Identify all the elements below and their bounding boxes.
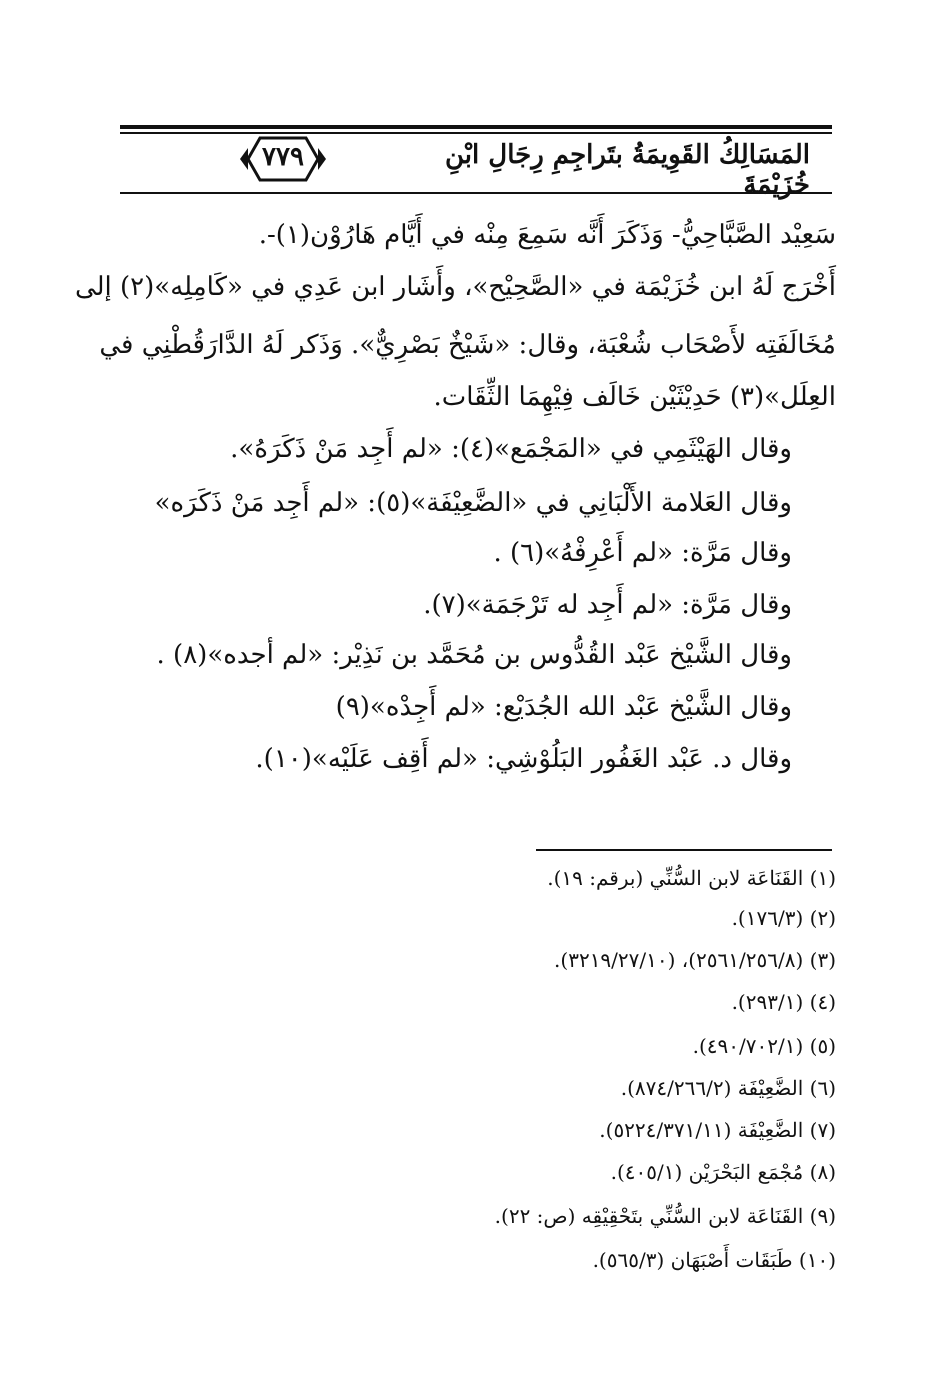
- header-rule-thick: [120, 125, 832, 129]
- body-line: وقال الشَّيْخ عَبْد الله الجُدَيْع: «لم أَجِدْه»(٩): [335, 692, 792, 722]
- body-line: وقال مَرَّة: «لم أَجِد له تَرْجَمَة»(٧).: [423, 590, 792, 620]
- body-line: وقال د. عَبْد الغَفُور البَلُوْشِي: «لم أَقِف عَلَيْه»(١٠).: [255, 744, 792, 774]
- footnote: (١٠) طَبَقَات أَصْبَهَان (٥٦٥/٣).: [592, 1248, 836, 1272]
- footnote: (١) القَنَاعَة لابن السُّنِّي (برقم: ١٩).: [547, 866, 836, 890]
- footnote: (٧) الضَّعِيْفَة (٥٢٢٤/٣٧١/١١).: [599, 1118, 836, 1142]
- footnote-separator: [536, 849, 832, 851]
- running-title: المَسَالِكُ القَوِيمَةُ بتَراجِمِ رِجَالِ ابْنِ خُزَيْمَةَ: [445, 140, 810, 200]
- footnote: (٦) الضَّعِيْفَة (٨٧٤/٢٦٦/٢).: [620, 1076, 836, 1100]
- header-rule-thin: [120, 132, 832, 134]
- body-line: وقال مَرَّة: «لم أَعْرِفْهُ»(٦) .: [493, 538, 792, 568]
- footnote: (٨) مُجْمَع البَحْرَيْن (٤٠٥/١).: [610, 1160, 836, 1184]
- footnote: (٥) (٤٩٠/٧٠٢/١).: [692, 1034, 836, 1058]
- body-line: العِلَل»(٣) حَدِيْثَيْن خَالَف فِيْهِمَا الثِّقَات.: [433, 382, 836, 412]
- body-line: وقال العَلامة الأَلْبَانِي في «الضَّعِيْفَة»(٥): «لم أَجِد مَنْ ذَكَرَه»: [154, 488, 792, 518]
- page-number: ٧٧٩: [262, 142, 304, 172]
- footnote: (٤) (٢٩٣/١).: [731, 990, 836, 1014]
- body-line: سَعِيْد الصَّبَّاحِيُّ- وَذَكَرَ أَنَّه سَمِعَ مِنْه في أَيَّام هَارُوْن(١)-.: [258, 220, 836, 250]
- body-line: وقال الهَيْثَمِي في «المَجْمَع»(٤): «لم أَجِد مَنْ ذَكَرَهُ».: [230, 434, 792, 464]
- footnote: (٩) القَنَاعَة لابن السُّنِّي بتَحْقِيْقِه (ص: ٢٢).: [494, 1204, 836, 1228]
- body-line: أَخْرَج لَهُ ابن خُزَيْمَة في «الصَّحِيْح»، وأَشَار ابن عَدِي في «كَامِلِه»(٢) إلى: [74, 272, 836, 302]
- footnote: (٢) (١٧٦/٣).: [731, 906, 836, 930]
- body-line: وقال الشَّيْخ عَبْد القُدُّوس بن مُحَمَّد بن نَذِيْر: «لم أجده»(٨) .: [156, 640, 792, 670]
- footnote: (٣) (٢٥٦١/٢٥٦/٨)، (٣٢١٩/٢٧/١٠).: [554, 948, 836, 972]
- page-number-frame: [238, 130, 328, 188]
- body-line: مُخَالَفَتِه لأَصْحَاب شُعْبَة، وقال: «شَيْخٌ بَصْرِيٌّ». وَذَكر لَهُ الدَّارَقُطْنِي في: [99, 330, 836, 360]
